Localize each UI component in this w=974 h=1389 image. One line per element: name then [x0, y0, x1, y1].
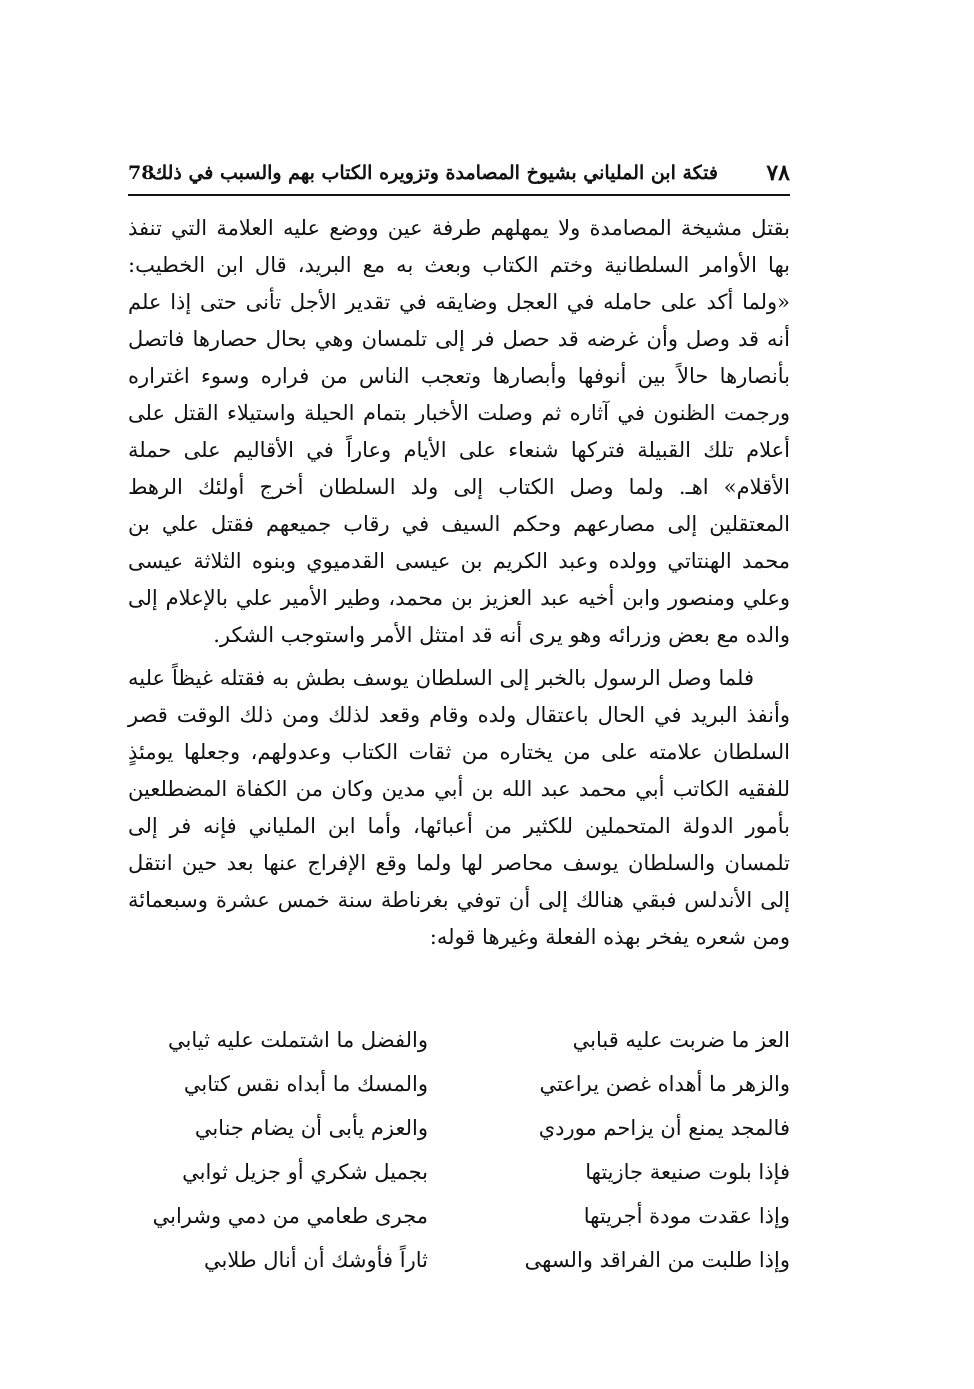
verse-second-hemistich: بجميل شكري أو جزيل ثوابي: [182, 1160, 428, 1184]
verse-second-hemistich: ثاراً فأوشك أن أنال طلابي: [204, 1248, 428, 1272]
page-number-latin: 78: [128, 162, 155, 184]
poem-verse: [128, 1150, 790, 1194]
verse-second-hemistich: والمسك ما أبداه نقس كتابي: [183, 1072, 428, 1096]
poem-verse: [128, 1062, 790, 1106]
page-number-arabic: ٧٨: [766, 160, 790, 186]
verse-first-hemistich: والزهر ما أهداه غصن يراعتي: [539, 1072, 790, 1096]
poem: [128, 1018, 790, 1282]
verse-first-hemistich: وإذا عقدت مودة أجريتها: [583, 1204, 790, 1228]
verse-first-hemistich: فالمجد يمنع أن يزاحم موردي: [538, 1116, 790, 1140]
poem-verse: [128, 1018, 790, 1062]
running-title: فتكة ابن الملياني بشيوخ المصامدة وتزويره الكتاب بهم والسبب في ذلك: [151, 162, 718, 184]
poem-verse: [128, 1238, 790, 1282]
verse-first-hemistich: وإذا طلبت من الفراقد والسهى: [524, 1248, 790, 1272]
body-text: [128, 210, 790, 956]
verse-second-hemistich: والفضل ما اشتملت عليه ثيابي: [168, 1028, 428, 1052]
poem-verse: [128, 1106, 790, 1150]
poem-verse: [128, 1194, 790, 1238]
verse-first-hemistich: العز ما ضربت عليه قبابي: [572, 1028, 790, 1052]
verse-first-hemistich: فإذا بلوت صنيعة جازيتها: [585, 1160, 790, 1184]
verse-second-hemistich: مجرى طعامي من دمي وشرابي: [152, 1204, 428, 1228]
header-rule: [128, 194, 790, 196]
verse-second-hemistich: والعزم يأبى أن يضام جنابي: [194, 1116, 428, 1140]
page-header: [128, 160, 790, 196]
paragraph-1: بقتل مشيخة المصامدة ولا يمهلهم طرفة عين ووضع عليه العلامة التي تنفذ بها الأوامر السلطانية وختم الكتاب وبعث به مع البريد، قال ابن الخطيب: «ولما أكد على حامله في العجل وضايقه في تقدير الأجل تأنى حتى إذا علم أنه قد وصل وأن غرضه قد حصل فر إلى تلمسان وهي بحال حصارها فاتصل بأنصارها حالاً بين أنوفها وأبصارها وتعجب الناس من فراره وسوء اغتراره ورجمت الظنون في آثاره ثم وصلت الأخبار بتمام الحيلة واستيلاء القتل على أعلام تلك القبيلة فتركها شنعاء على الأيام وعاراً في الأقاليم على حملة الأقلام» اهـ. ولما وصل الكتاب إلى ولد السلطان أخرج أولئك الرهط المعتقلين إلى مصارعهم وحكم السيف في رقاب جميعهم فقتل علي بن محمد الهنتاتي وولده وعبد الكريم بن عيسى القدميوي وبنوه الثلاثة عيسى وعلي ومنصور وابن أخيه عبد العزيز بن محمد، وطير الأمير علي بالإعلام إلى والده مع بعض وزرائه وهو يرى أنه قد امتثل الأمر واستوجب الشكر.: [128, 216, 790, 647]
paragraph-2: فلما وصل الرسول بالخبر إلى السلطان يوسف بطش به فقتله غيظاً عليه وأنفذ البريد في الحال باعتقال ولده وقام وقعد لذلك ومن ذلك الوقت قصر السلطان علامته على من يختاره من ثقات الكتاب وعدولهم، وجعلها يومئذٍ للفقيه الكاتب أبي محمد عبد الله بن أبي مدين وكان من الكفاة المضطلعين بأمور الدولة المتحملين للكثير من أعبائها، وأما ابن الملياني فإنه فر إلى تلمسان والسلطان يوسف محاصر لها ولما وقع الإفراج عنها بعد حين انتقل إلى الأندلس فبقي هنالك إلى أن توفي بغرناطة سنة خمس عشرة وسبعمائة ومن شعره يفخر بهذه الفعلة وغيرها قوله:: [128, 666, 790, 949]
